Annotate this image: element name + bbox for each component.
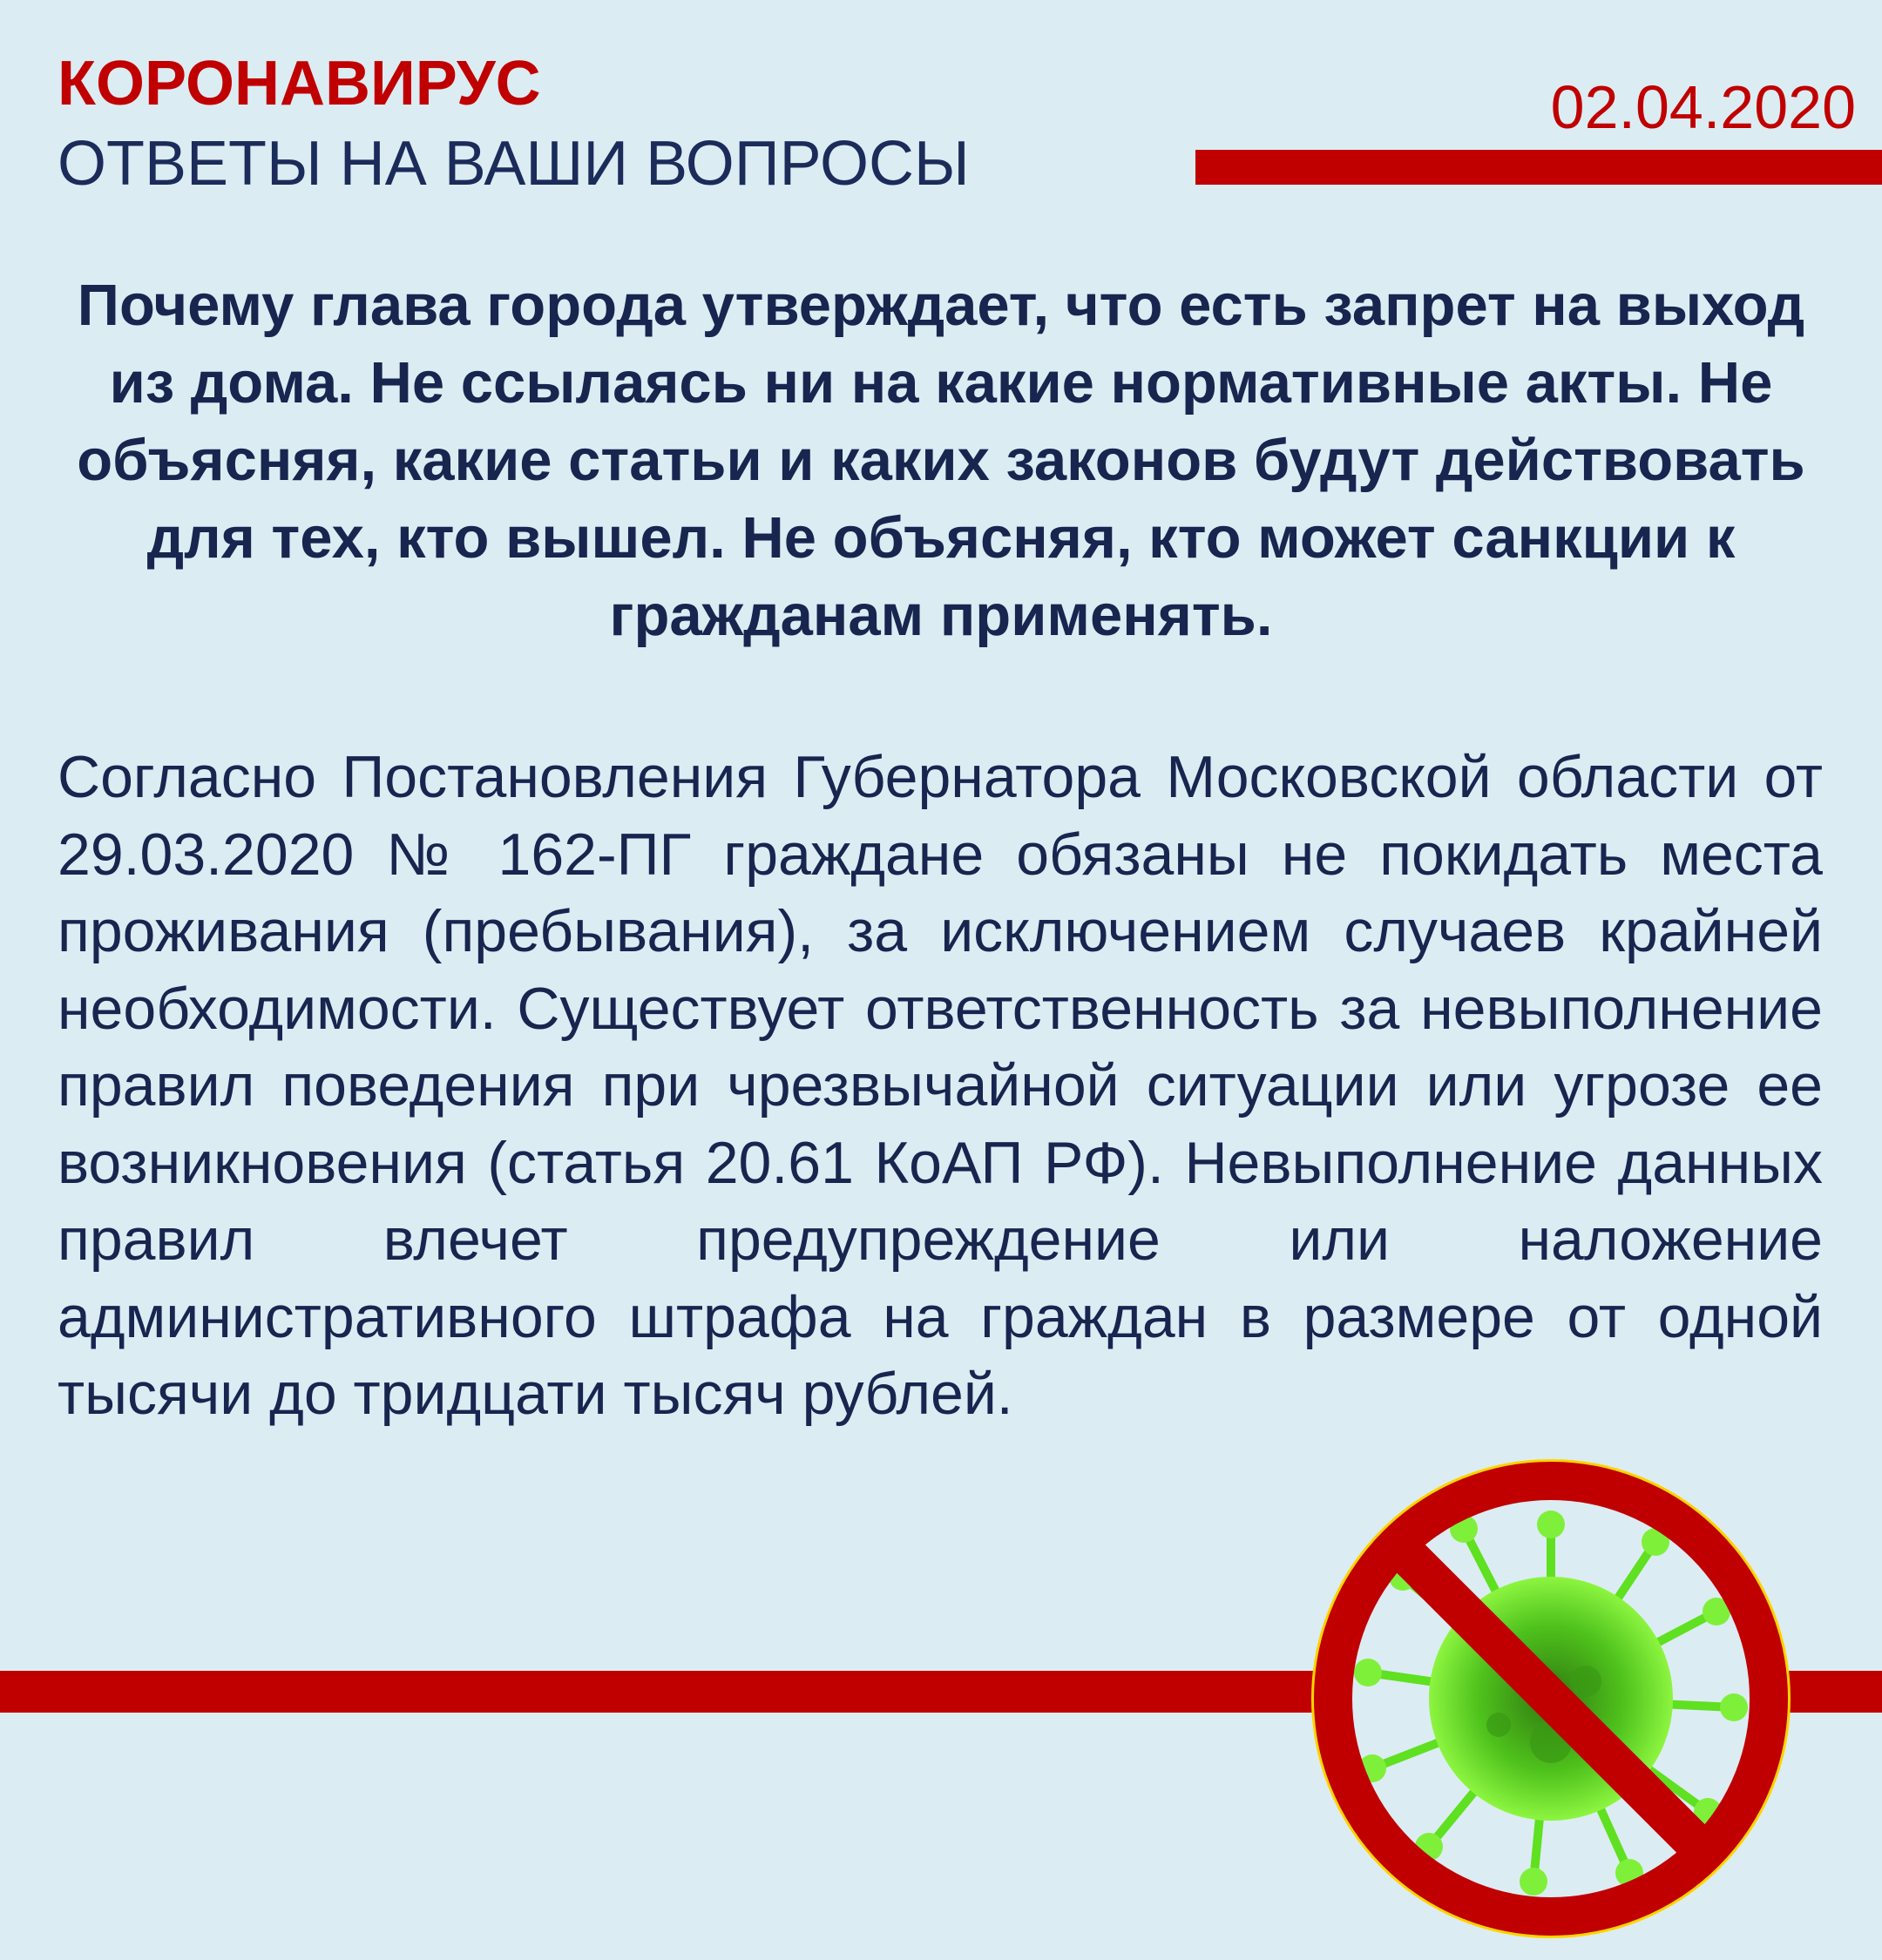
top-divider-bar xyxy=(1195,150,1882,185)
question-text: Почему глава города утверждает, что есть запрет на выход из дома. Не ссылаясь ни на какие нормативные акты. Не объясняя, какие статьи и каких законов будут действовать для тех, кто вышел. Не объясняя, кто может санкции к гражданам применять. xyxy=(77,273,1805,648)
header-title: КОРОНАВИРУС xyxy=(58,49,541,118)
header-subtitle: ОТВЕТЫ НА ВАШИ ВОПРОСЫ xyxy=(58,129,970,199)
no-virus-icon xyxy=(1290,1437,1812,1960)
answer-text: Согласно Постановления Губернатора Московской области от 29.03.2020 № 162-ПГ граждане обязаны не покидать места проживания (пребывания), за исключением случаев крайней необходимости. Существует ответственность за невыполнение правил поведения при чрезвычайной ситуации или угрозе ее возникновения (статья 20.61 КоАП РФ). Невыполнение данных правил влечет предупреждение или наложение административного штрафа на граждан в размере от одной тысячи до тридцати тысяч рублей. xyxy=(58,744,1823,1427)
date-label: 02.04.2020 xyxy=(1550,73,1856,141)
